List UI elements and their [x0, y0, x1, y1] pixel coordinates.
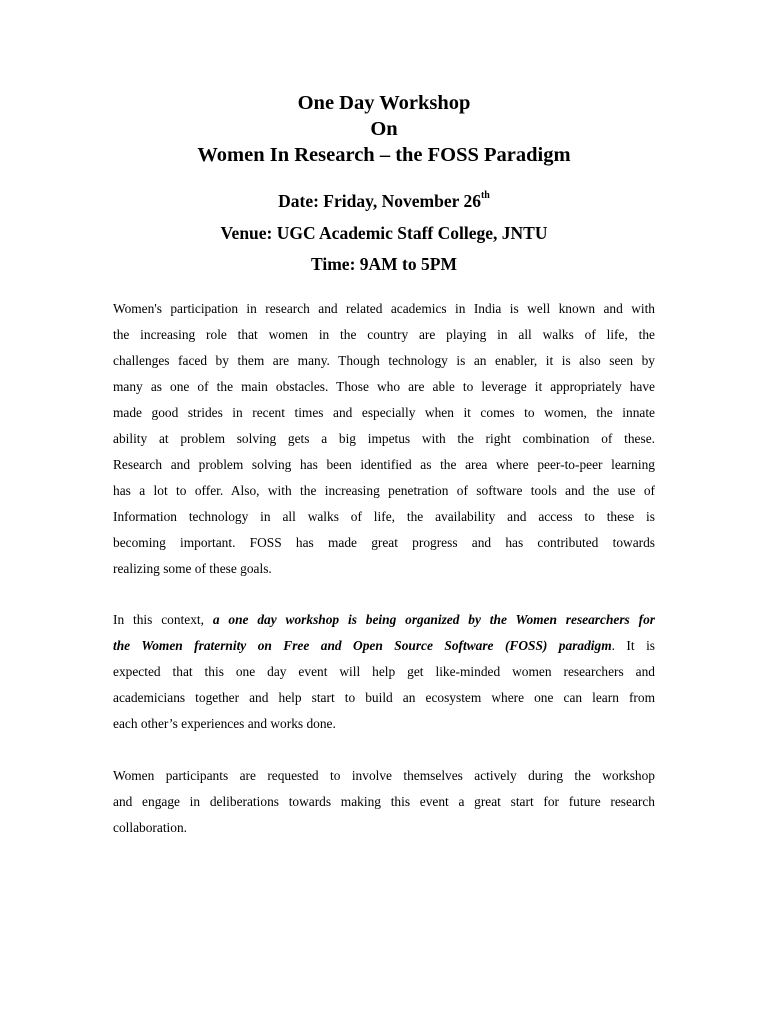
title-line-2: On — [370, 118, 398, 140]
paragraph-line: the increasing role that women in the country are playing in all walks of life, the — [113, 327, 655, 342]
event-venue: Venue: UGC Academic Staff College, JNTU — [220, 223, 548, 243]
paragraph-line: collaboration. — [113, 820, 187, 835]
paragraph-line: and engage in deliberations towards making this event a great start for future research — [113, 794, 655, 809]
title-line-3: Women In Research – the FOSS Paradigm — [197, 144, 571, 166]
event-date — [0, 190, 768, 212]
paragraph-line: many as one of the main obstacles. Those who are able to leverage it appropriately have — [113, 379, 655, 394]
event-date-suffix: th — [480, 190, 490, 202]
paragraph-line: made good strides in recent times and especially when it comes to women, the innate — [113, 405, 655, 420]
paragraph-line — [113, 633, 655, 659]
paragraph-line: challenges faced by them are many. Though technology is an enabler, it is also seen by — [113, 353, 655, 368]
context-lead: In this context, — [113, 612, 213, 627]
paragraph-line: Women participants are requested to involve themselves actively during the workshop — [113, 768, 655, 783]
event-time: Time: 9AM to 5PM — [311, 254, 457, 274]
paragraph-line: Research and problem solving has been identified as the area where peer-to-peer learning — [113, 457, 655, 472]
event-date-text: Date: Friday, November 26 — [278, 191, 481, 211]
paragraph-line: ability at problem solving gets a big impetus with the right combination of these. — [113, 431, 655, 446]
context-emphasis-2: the Women fraternity on Free and Open Source Software (FOSS) paradigm — [113, 638, 612, 653]
paragraph-line: expected that this one day event will help get like-minded women researchers and — [113, 664, 655, 679]
paragraph-line: Women's participation in research and related academics in India is well known and with — [113, 301, 655, 316]
paragraph-context — [113, 607, 655, 737]
paragraph-closing — [113, 763, 655, 841]
title-line-1: One Day Workshop — [297, 92, 471, 114]
context-tail: . It is — [611, 638, 655, 653]
paragraph-line: has a lot to offer. Also, with the increasing penetration of software tools and the use of — [113, 483, 655, 498]
paragraph-line: becoming important. FOSS has made great progress and has contributed towards — [113, 535, 655, 550]
paragraph-intro — [113, 296, 655, 582]
paragraph-line — [113, 607, 655, 633]
workshop-title — [0, 90, 768, 168]
paragraph-line: academicians together and help start to build an ecosystem where one can learn from — [113, 690, 655, 705]
paragraph-line: realizing some of these goals. — [113, 561, 272, 576]
paragraph-line: Information technology in all walks of life, the availability and access to these is — [113, 509, 655, 524]
paragraph-line: each other’s experiences and works done. — [113, 716, 336, 731]
context-emphasis-1: a one day workshop is being organized by the Women researchers for — [212, 612, 655, 627]
